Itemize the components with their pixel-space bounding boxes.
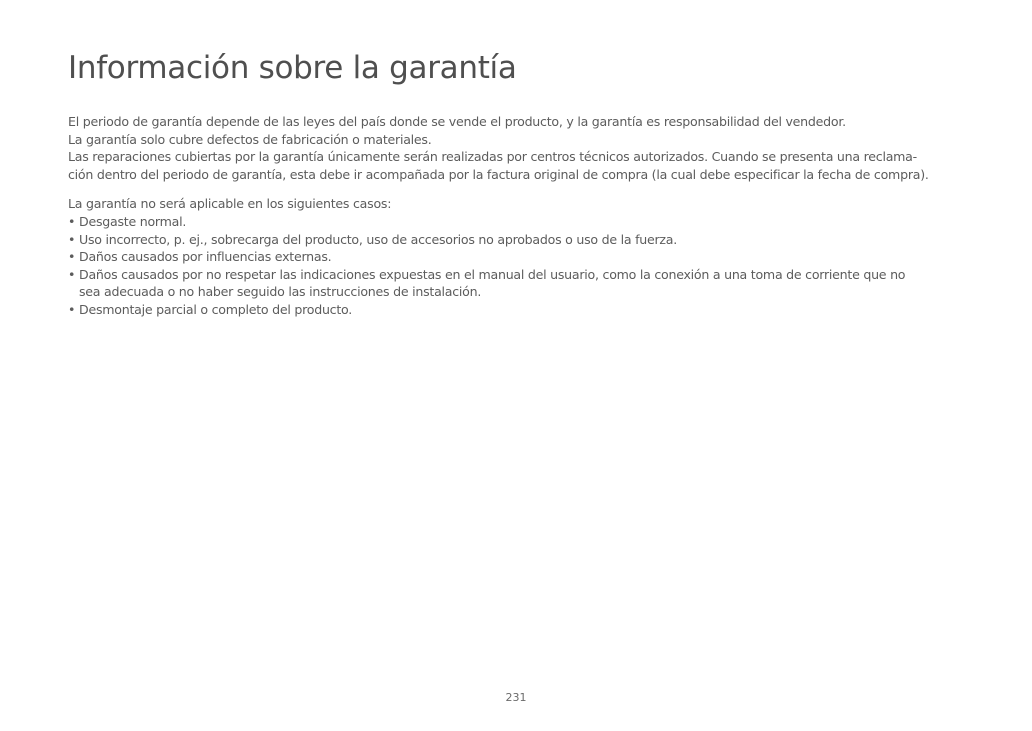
bullet-icon: • [68, 301, 76, 317]
list-item-text: Daños causados por influencias externas. [79, 249, 332, 265]
page-title: Información sobre la garantía [68, 50, 517, 86]
list-item [68, 231, 968, 249]
bullet-icon: • [68, 213, 76, 229]
list-item-text: Desgaste normal. [79, 213, 187, 229]
list-item [68, 213, 968, 231]
intro-line-1: El periodo de garantía depende de las leyes del país donde se vende el producto, y la garantía es responsabilidad del vendedor. [68, 114, 846, 129]
list-item-text-continuation: sea adecuada o no haber seguido las instrucciones de instalación. [79, 284, 482, 300]
list-item-text: Daños causados por no respetar las indicaciones expuestas en el manual del usuario, como la conexión a una toma de corriente que no [79, 266, 906, 282]
intro-line-2: La garantía solo cubre defectos de fabricación o materiales. [68, 131, 432, 147]
page-number: 231 [505, 691, 527, 704]
bullet-icon: • [68, 231, 76, 247]
list-item [68, 248, 968, 266]
bullet-icon: • [68, 249, 76, 265]
section-spacer [68, 183, 968, 195]
list-item [68, 266, 968, 301]
exclusions-list [68, 213, 968, 319]
bullet-icon: • [68, 266, 76, 282]
intro-line-3: Las reparaciones cubiertas por la garantía únicamente serán realizadas por centros técnicos autorizados. Cuando se presenta una reclama- [68, 149, 917, 165]
intro-line-4: ción dentro del periodo de garantía, esta debe ir acompañada por la factura original de compra (la cual debe especificar la fecha de compra). [68, 166, 929, 182]
list-item-text: Uso incorrecto, p. ej., sobrecarga del producto, uso de accesorios no aprobados o uso de la fuerza. [79, 231, 678, 247]
exclusions-heading: La garantía no será aplicable en los siguientes casos: [68, 196, 392, 212]
list-item [68, 301, 968, 319]
list-item-text: Desmontaje parcial o completo del producto. [79, 301, 353, 317]
warranty-content [68, 113, 968, 319]
